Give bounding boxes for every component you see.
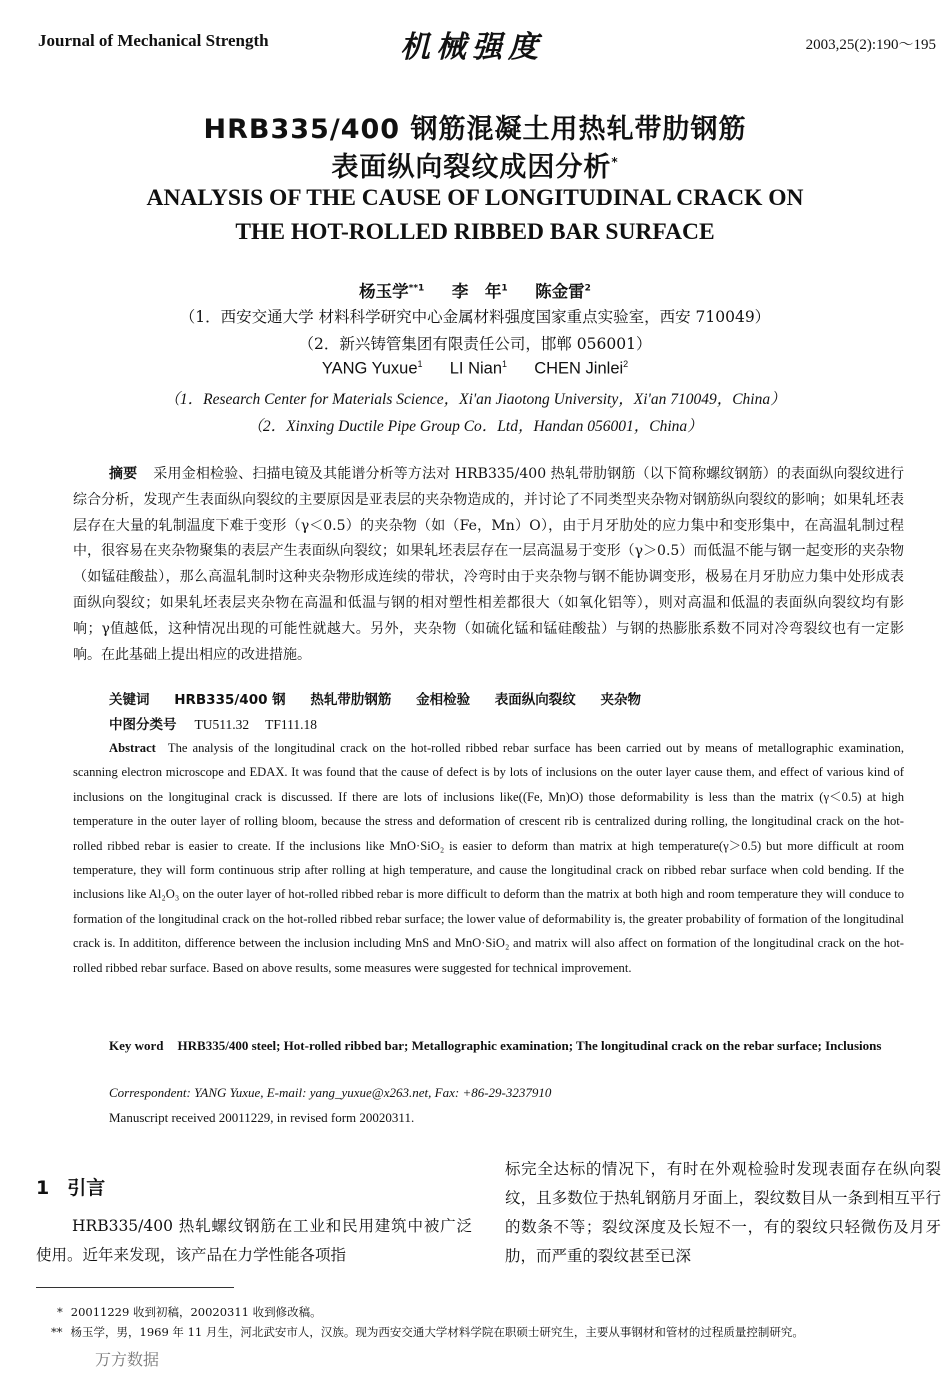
affiliation-en-1: （1．Research Center for Materials Science，Xi'an Jiaotong University，Xi'an 710049，China） xyxy=(164,391,786,408)
author-cn: 李 年 xyxy=(451,282,502,301)
abstract-en-label: Abstract xyxy=(109,741,156,755)
keywords-cn-label: 关键词 xyxy=(109,692,150,708)
section-title: 引言 xyxy=(67,1177,106,1199)
authors-cn: 杨玉学$^{**1}$ 李 年$^1$ 陈金雷$^2$ xyxy=(359,282,591,301)
watermark: 万方数据 xyxy=(95,1350,160,1369)
correspondence: Correspondent: YANG Yuxue, E-mail: yang_yuxue@x263.net, Fax: +86-29-3237910 xyxy=(109,1085,552,1100)
journal-name: Journal of Mechanical Strength xyxy=(38,31,269,50)
classification-line xyxy=(109,713,333,733)
title-cn-line2: 表面纵向裂纹成因分析* xyxy=(331,152,619,183)
section-heading xyxy=(36,1173,105,1200)
author-en: CHEN Jinlei xyxy=(534,359,624,378)
keyword-cn: 热轧带肋钢筋 xyxy=(310,692,392,708)
footnote-2: ** 杨玉学，男，1969 年 11 月生，河北武安市人，汉族。现为西安交通大学材料学院在职硕士研究生，主要从事钢材和管材的过程质量控制研究。 xyxy=(51,1325,804,1339)
section-number: 1 xyxy=(36,1177,50,1199)
keywords-en xyxy=(73,1034,904,1058)
affiliation-cn-2: （2．新兴铸管集团有限责任公司，邯郸 056001） xyxy=(298,335,652,353)
abstract-cn-text: 采用金相检验、扫描电镜及其能谱分析等方法对 HRB335/400 热轧带肋钢筋（以下简称螺纹钢筋）的表面纵向裂纹进行综合分析，发现产生表面纵向裂纹的主要原因是亚表层的夹杂物造成的，并讨论了不同类型夹杂物对钢筋纵向裂纹的影响；如果轧坯表层存在大量的轧制温度下难于变形（γ＜0.5）的夹杂物（如（Fe，Mn）O），由于月牙肋处的应力集中和变形集中，在高温轧制过程中，很容易在夹杂物聚集的表层产生表面纵向裂纹；如果轧坯表层存在一层高温易于变形（γ＞0.5）而低温不能与钢一起变形的夹杂物（如锰硅酸盐），那么高温轧制时这种夹杂物形成连续的带状，冷弯时由于夹杂物与钢不能协调变形，极易在月牙肋应力集中处形成表面纵向裂纹；如果轧坯表层夹杂物在高温和低温与钢的相对塑性相差都很大（如氧化铝等），则对高温和低温的表面纵向裂纹均有影响；γ值越低，这种情况出现的可能性就越大。另外，夹杂物（如硫化锰和锰硅酸盐）与钢的热膨胀系数不同对冷弯裂纹也有一定影响。在此基础上提出相应的改进措施。 xyxy=(73,466,904,663)
keyword-cn: 金相检验 xyxy=(416,692,471,708)
title-en-line1: ANALYSIS OF THE CAUSE OF LONGITUDINAL CRACK ON xyxy=(146,185,804,211)
footnote-rule xyxy=(36,1287,234,1288)
keywords-en-text: HRB335/400 steel; Hot-rolled ribbed bar; Metallographic examination; The longitudinal crack on the rebar surface; Inclusions xyxy=(177,1038,882,1053)
keyword-cn: 表面纵向裂纹 xyxy=(494,692,576,708)
journal-logo: 机械强度 xyxy=(400,30,544,65)
keywords-cn xyxy=(109,688,661,708)
title-footnote-mark: * xyxy=(611,155,619,169)
author-en: LI Nian xyxy=(449,359,503,378)
abstract-en xyxy=(73,736,904,980)
citation: 2003,25(2):190～195 xyxy=(805,37,936,53)
affiliation-en-2: （2．Xinxing Ductile Pipe Group Co．Ltd，Handan 056001，China） xyxy=(247,418,703,435)
author-cn: 陈金雷 xyxy=(535,282,585,301)
footnote-1: * 20011229 收到初稿，20020311 收到修改稿。 xyxy=(57,1305,322,1319)
manuscript-dates: Manuscript received 20011229, in revised form 20020311. xyxy=(109,1110,415,1125)
keywords-en-label: Key word xyxy=(109,1038,164,1053)
abstract-cn-label: 摘要 xyxy=(109,466,138,482)
body-column-left: HRB335/400 热轧螺纹钢筋在工业和民用建筑中被广泛使用。近年来发现，该产品在力学性能各项指 xyxy=(36,1217,472,1264)
abstract-en-text: The analysis of the longitudinal crack on the hot-rolled ribbed rebar surface has been carried out by means of metallographic examination, scanning electron microscope and EDAX. It was found that the cause of defect is by lots of inclusions on the outer layer cause them, and effect of various kind of inclusions on the longituginal crack is discussed. If there are lots of inclusions like((Fe, Mn)O) those deformability is less than the matrix (γ＜0.5) at high temperature in the outer layer of rolling bloom, because the stress and deformation of crescent rib is centralized during rolling, the longitudinal crack on the hot-rolled ribbed rebar is easier to create. If the inclusions like MnO·SiO₂ is easier to deform than matrix at high temperature(γ＞0.5) but more difficult at room temperature, they will form continuous strip after rolling at high temperature, and cause the longitudinal crack on ribbed rebar surface when cold bending. If the inclusions like Al₂O₃ on the outer layer of hot-rolled ribbed rebar is more difficult to deform than the matrix at both high and room temperature they will conduce to formation of the longitudinal crack on the hot-rolled ribbed rebar surface; the lower value of deformability is, the greater probability of formation of the longitudinal crack is. In addititon, difference between the inclusion including MnS and MnO·SiO₂ and matrix will also affect on formation of the longitudinal crack on the hot-rolled ribbed rebar surface. Based on above results, some measures were suggested for technical improvement. xyxy=(73,741,904,975)
classification-code: TF111.18 xyxy=(265,717,318,732)
title-en-line2: THE HOT-ROLLED RIBBED BAR SURFACE xyxy=(235,219,715,245)
body-column-right: 标完全达标的情况下，有时在外观检验时发现表面存在纵向裂纹，且多数位于热轧钢筋月牙面上，裂纹数目从一条到相互平行的数条不等；裂纹深度及长短不一，有的裂纹只轻微伤及月牙肋，而严重的裂纹甚至已深 xyxy=(505,1160,941,1265)
authors-en: YANG Yuxue$^1$ LI Nian$^1$ CHEN Jinlei$^2$ xyxy=(321,359,629,378)
classification-label: 中图分类号 xyxy=(109,717,177,733)
classification-code: TU511.32 xyxy=(194,717,250,732)
title-cn-line1: HRB335/400 钢筋混凝土用热轧带肋钢筋 xyxy=(203,114,747,145)
affiliation-cn-1: （1．西安交通大学 材料科学研究中心金属材料强度国家重点实验室，西安 710049） xyxy=(179,308,771,326)
abstract-cn xyxy=(73,462,904,668)
keyword-cn: HRB335/400 钢 xyxy=(174,692,286,708)
author-en: YANG Yuxue xyxy=(321,359,418,378)
keyword-cn: 夹杂物 xyxy=(600,692,641,708)
author-cn: 杨玉学 xyxy=(359,282,409,301)
